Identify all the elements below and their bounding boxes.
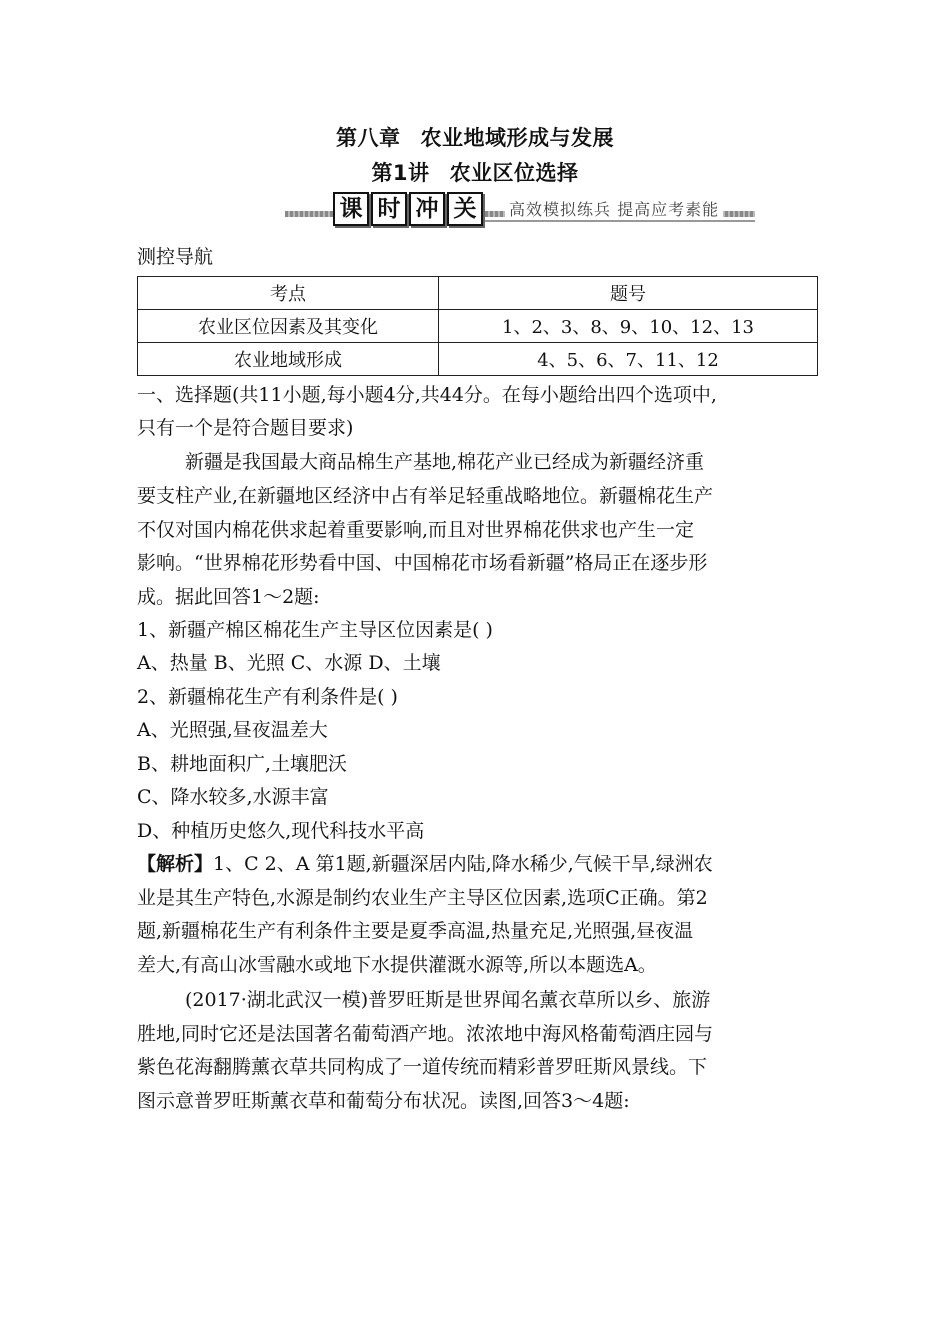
passage-line: 胜地,同时它还是法国著名葡萄酒产地。浓浓地中海风格葡萄酒庄园与 (137, 1023, 714, 1045)
nav-heading: 测控导航 (137, 246, 214, 268)
question-2-option-d: D、种植历史悠久,现代科技水平高 (137, 820, 425, 842)
table-row (138, 343, 818, 376)
analysis-line: 题,新疆棉花生产有利条件主要是夏季高温,热量充足,光照强,昼夜温 (137, 920, 694, 942)
section-instructions-line2: 只有一个是符合题目要求) (137, 417, 354, 439)
passage-line: 成。据此回答1～2题: (137, 586, 320, 608)
banner-char-1: 课 (333, 192, 369, 226)
chapter-heading (0, 122, 950, 152)
passage-line: 要支柱产业,在新疆地区经济中占有举足轻重战略地位。新疆棉花生产 (137, 485, 714, 507)
nav-table (137, 276, 818, 376)
section-instructions-line1: 一、选择题(共11小题,每小题4分,共44分。在每小题给出四个选项中, (137, 384, 717, 406)
chapter-title: 农业地域形成与发展 (420, 126, 614, 150)
lesson-title: 农业区位选择 (449, 161, 579, 185)
table-cell: 农业地域形成 (138, 343, 439, 376)
banner-slogan: 高效模拟练兵 提高应考素能 (505, 197, 723, 220)
table-cell: 4、5、6、7、11、12 (439, 343, 818, 376)
question-2-option-c: C、降水较多,水源丰富 (137, 786, 329, 808)
banner-char-4: 关 (447, 192, 483, 226)
section-banner (285, 190, 755, 228)
table-header-row (138, 277, 818, 310)
lesson-number: 第1讲 (371, 161, 430, 185)
banner-char-2: 时 (371, 192, 407, 226)
question-2-stem: 2、新疆棉花生产有利条件是( ) (137, 686, 398, 708)
analysis-text: 1、C 2、A 第1题,新疆深居内陆,降水稀少,气候干旱,绿洲农 (213, 853, 713, 875)
passage-line: (2017·湖北武汉一模)普罗旺斯是世界闻名薰衣草所以乡、旅游 (185, 989, 711, 1011)
analysis-line (137, 847, 713, 881)
lesson-heading (0, 157, 950, 187)
question-2-option-b: B、耕地面积广,土壤肥沃 (137, 753, 348, 775)
chapter-number: 第八章 (336, 126, 401, 150)
banner-underline (470, 220, 755, 222)
table-row (138, 310, 818, 343)
passage-line: 紫色花海翻腾薰衣草共同构成了一道传统而精彩普罗旺斯风景线。下 (137, 1056, 708, 1078)
analysis-line: 差大,有高山冰雪融水或地下水提供灌溉水源等,所以本题选A。 (137, 954, 657, 976)
analysis-label: 【解析】 (137, 853, 214, 875)
passage-line: 影响。“世界棉花形势看中国、中国棉花市场看新疆”格局正在逐步形 (137, 552, 708, 574)
table-header-cell: 题号 (439, 277, 818, 310)
passage-line: 新疆是我国最大商品棉生产基地,棉花产业已经成为新疆经济重 (185, 451, 705, 473)
table-cell: 1、2、3、8、9、10、12、13 (439, 310, 818, 343)
question-2-option-a: A、光照强,昼夜温差大 (137, 719, 328, 741)
banner-char-3: 冲 (409, 192, 445, 226)
question-1-options: A、热量 B、光照 C、水源 D、土壤 (137, 652, 441, 674)
analysis-line: 业是其生产特色,水源是制约农业生产主导区位因素,选项C正确。第2 (137, 887, 708, 909)
passage-line: 不仅对国内棉花供求起着重要影响,而且对世界棉花供求也产生一定 (137, 519, 695, 541)
passage-line: 图示意普罗旺斯薰衣草和葡萄分布状况。读图,回答3～4题: (137, 1090, 630, 1112)
question-1-stem: 1、新疆产棉区棉花生产主导区位因素是( ) (137, 619, 493, 641)
table-cell: 农业区位因素及其变化 (138, 310, 439, 343)
table-header-cell: 考点 (138, 277, 439, 310)
